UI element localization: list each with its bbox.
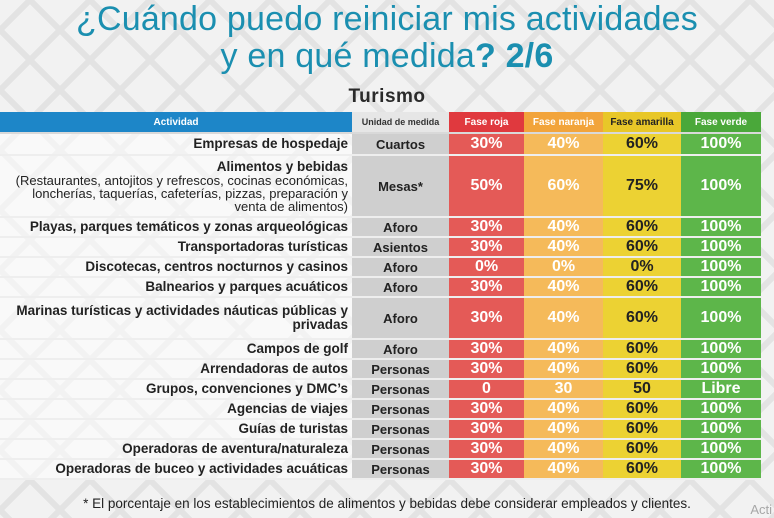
cell-activity <box>0 339 352 359</box>
cell-phase-green: 100% <box>681 399 761 419</box>
table-row <box>0 133 761 155</box>
cell-unit: Aforo <box>352 297 449 339</box>
cell-activity <box>0 155 352 217</box>
activity-name: Operadoras de buceo y actividades acuáticas <box>55 461 348 476</box>
cell-phase-green: 100% <box>681 459 761 479</box>
cell-activity <box>0 237 352 257</box>
table-row <box>0 257 761 277</box>
activity-name: Marinas turísticas y actividades náuticas públicas y privadas <box>16 303 348 332</box>
cell-activity <box>0 419 352 439</box>
cell-phase-green: 100% <box>681 155 761 217</box>
cell-phase-yellow: 60% <box>603 459 681 479</box>
cell-unit: Mesas* <box>352 155 449 217</box>
cell-phase-yellow: 60% <box>603 297 681 339</box>
table-row <box>0 237 761 257</box>
cell-phase-green: 100% <box>681 277 761 297</box>
cell-phase-red: 0 <box>449 379 524 399</box>
cell-phase-green: 100% <box>681 339 761 359</box>
cell-activity <box>0 257 352 277</box>
cell-phase-orange: 40% <box>524 237 603 257</box>
activity-name: Grupos, convenciones y DMC’s <box>145 381 348 396</box>
cell-activity <box>0 359 352 379</box>
cell-phase-green: Libre <box>681 379 761 399</box>
cell-activity <box>0 399 352 419</box>
cell-phase-green: 100% <box>681 419 761 439</box>
table-row <box>0 155 761 217</box>
page-title-line-2 <box>0 38 774 74</box>
cell-phase-red: 30% <box>449 339 524 359</box>
cell-phase-orange: 40% <box>524 359 603 379</box>
cell-phase-orange: 0% <box>524 257 603 277</box>
cell-phase-yellow: 60% <box>603 419 681 439</box>
cell-activity <box>0 133 352 155</box>
cell-phase-orange: 40% <box>524 339 603 359</box>
cell-activity <box>0 439 352 459</box>
footnote: * El porcentaje en los establecimientos de alimentos y bebidas debe considerar empleados y clientes. <box>83 496 691 511</box>
cell-unit: Aforo <box>352 277 449 297</box>
activity-name: Alimentos y bebidas <box>216 158 348 174</box>
table-body <box>0 133 761 479</box>
cell-phase-orange: 40% <box>524 217 603 237</box>
cell-phase-yellow: 75% <box>603 155 681 217</box>
activity-name: Empresas de hospedaje <box>193 136 348 151</box>
cell-phase-yellow: 60% <box>603 217 681 237</box>
cell-phase-yellow: 60% <box>603 133 681 155</box>
section-title: Turismo <box>348 86 426 107</box>
table-row <box>0 217 761 237</box>
cell-phase-yellow: 60% <box>603 339 681 359</box>
cell-phase-orange: 40% <box>524 297 603 339</box>
cell-phase-red: 30% <box>449 217 524 237</box>
cell-phase-green: 100% <box>681 297 761 339</box>
table-row <box>0 359 761 379</box>
cell-phase-red: 30% <box>449 359 524 379</box>
cell-phase-red: 0% <box>449 257 524 277</box>
table-row <box>0 419 761 439</box>
cell-unit: Personas <box>352 459 449 479</box>
cell-unit: Personas <box>352 359 449 379</box>
cell-activity <box>0 379 352 399</box>
cell-phase-red: 30% <box>449 419 524 439</box>
cell-phase-red: 30% <box>449 133 524 155</box>
cell-activity <box>0 459 352 479</box>
table-row <box>0 339 761 359</box>
cell-phase-red: 30% <box>449 237 524 257</box>
cell-activity <box>0 217 352 237</box>
activity-name: Discotecas, centros nocturnos y casinos <box>85 259 348 274</box>
cell-phase-yellow: 0% <box>603 257 681 277</box>
table-row <box>0 297 761 339</box>
cell-phase-red: 30% <box>449 459 524 479</box>
activity-name: Operadoras de aventura/naturaleza <box>122 441 348 456</box>
cell-unit: Aforo <box>352 217 449 237</box>
cell-phase-yellow: 60% <box>603 359 681 379</box>
cell-unit: Asientos <box>352 237 449 257</box>
page-title-line-2-text: y en qué medida <box>220 37 475 75</box>
cell-phase-orange: 40% <box>524 133 603 155</box>
page-title-page-counter: ? 2/6 <box>474 37 554 75</box>
activity-name: Agencias de viajes <box>227 401 348 416</box>
activation-watermark: Acti <box>750 502 772 517</box>
header-phase-yellow: Fase amarilla <box>603 112 681 133</box>
cell-phase-yellow: 60% <box>603 399 681 419</box>
cell-phase-yellow: 50 <box>603 379 681 399</box>
page-title-line-1: ¿Cuándo puedo reiniciar mis actividades <box>75 0 698 38</box>
cell-phase-green: 100% <box>681 237 761 257</box>
cell-phase-red: 30% <box>449 277 524 297</box>
cell-phase-orange: 40% <box>524 459 603 479</box>
table-row <box>0 379 761 399</box>
header-activity: Actividad <box>0 112 352 133</box>
cell-phase-green: 100% <box>681 359 761 379</box>
header-unit: Unidad de medida <box>352 112 449 133</box>
activity-name: Campos de golf <box>246 341 348 356</box>
cell-phase-orange: 40% <box>524 399 603 419</box>
table-row <box>0 439 761 459</box>
cell-phase-yellow: 60% <box>603 439 681 459</box>
cell-phase-red: 30% <box>449 439 524 459</box>
table-row <box>0 399 761 419</box>
header-phase-green: Fase verde <box>681 112 761 133</box>
cell-phase-orange: 30 <box>524 379 603 399</box>
cell-unit: Personas <box>352 379 449 399</box>
cell-phase-orange: 40% <box>524 277 603 297</box>
table-row <box>0 277 761 297</box>
phases-table <box>0 112 761 480</box>
cell-unit: Aforo <box>352 339 449 359</box>
table-row <box>0 459 761 479</box>
cell-activity <box>0 277 352 297</box>
cell-unit: Personas <box>352 399 449 419</box>
cell-unit: Personas <box>352 439 449 459</box>
cell-phase-orange: 60% <box>524 155 603 217</box>
activity-detail: (Restaurantes, antojitos y refrescos, cocinas económicas, loncherías, taquerías, cafeterías, pizzas, preparación y venta de alimentos) <box>15 172 348 214</box>
cell-phase-green: 100% <box>681 439 761 459</box>
cell-unit: Aforo <box>352 257 449 277</box>
cell-phase-yellow: 60% <box>603 277 681 297</box>
cell-activity <box>0 297 352 339</box>
activity-name: Transportadoras turísticas <box>177 239 348 254</box>
cell-phase-green: 100% <box>681 257 761 277</box>
header-phase-red: Fase roja <box>449 112 524 133</box>
cell-phase-red: 30% <box>449 297 524 339</box>
cell-phase-green: 100% <box>681 217 761 237</box>
activity-name: Guías de turistas <box>238 421 348 436</box>
cell-phase-orange: 40% <box>524 439 603 459</box>
activity-name: Playas, parques temáticos y zonas arqueológicas <box>29 219 348 234</box>
cell-phase-green: 100% <box>681 133 761 155</box>
cell-phase-orange: 40% <box>524 419 603 439</box>
cell-phase-yellow: 60% <box>603 237 681 257</box>
header-phase-orange: Fase naranja <box>524 112 603 133</box>
activity-name: Arrendadoras de autos <box>200 361 348 376</box>
cell-unit: Personas <box>352 419 449 439</box>
cell-phase-red: 50% <box>449 155 524 217</box>
cell-unit: Cuartos <box>352 133 449 155</box>
cell-phase-red: 30% <box>449 399 524 419</box>
table-header-row <box>0 112 761 133</box>
activity-name: Balnearios y parques acuáticos <box>145 279 348 294</box>
